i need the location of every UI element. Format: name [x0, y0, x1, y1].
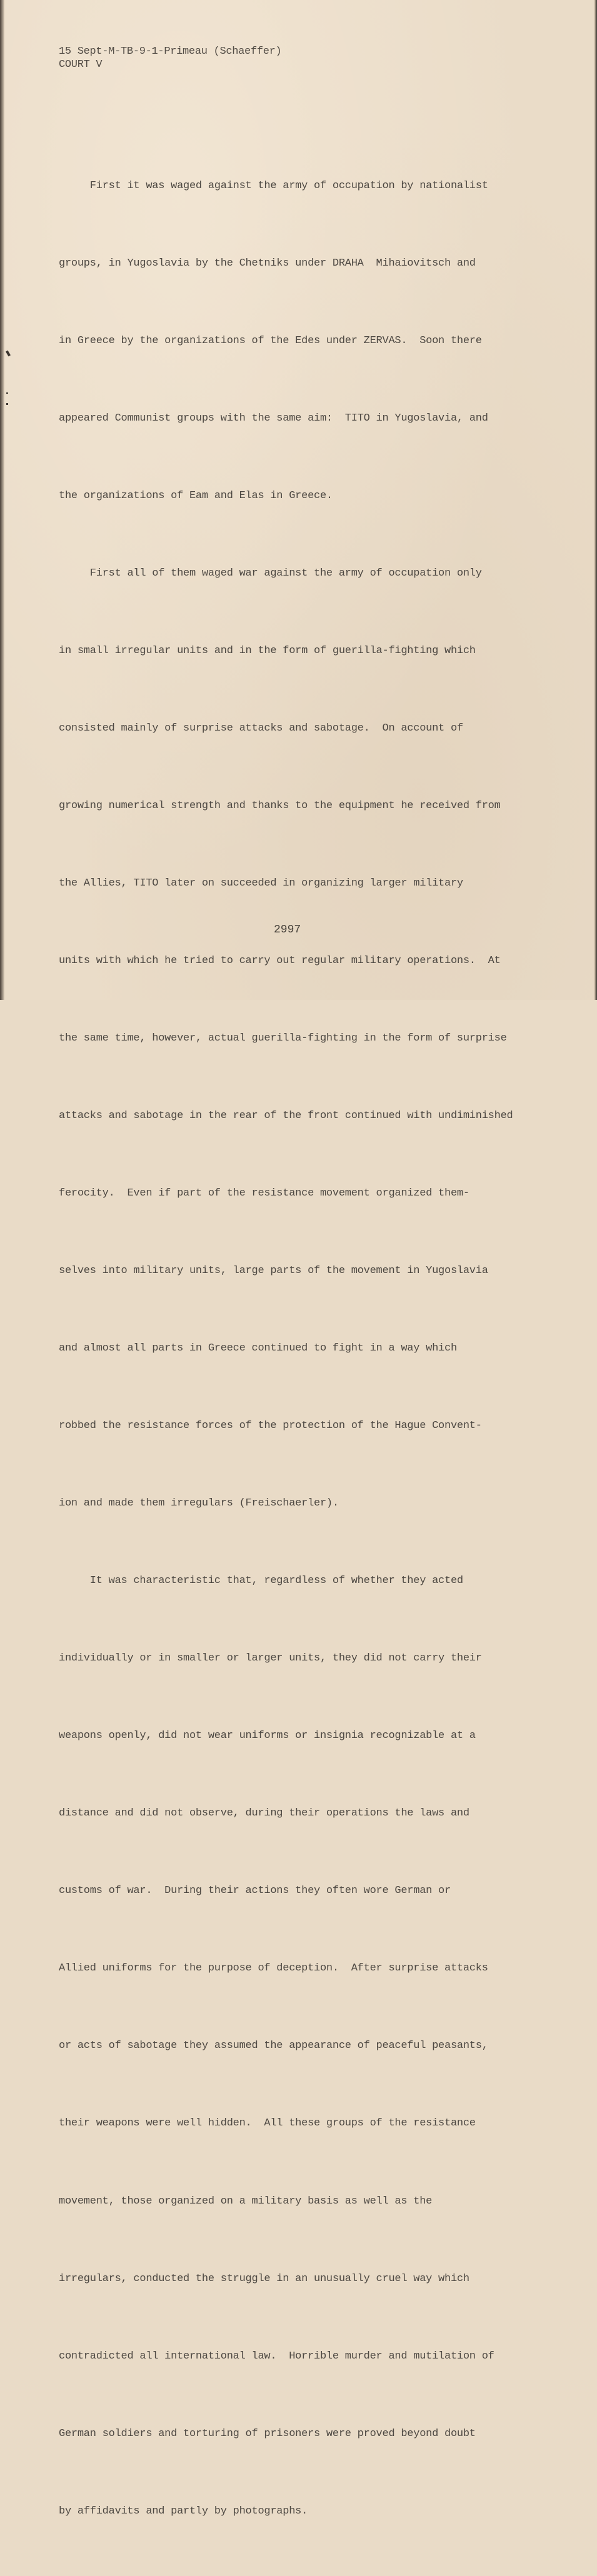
body-line: contradicted all international law. Horrible murder and mutilation of: [59, 2350, 494, 2362]
body-line: the organizations of Eam and Elas in Greece.: [59, 489, 333, 502]
body-line: growing numerical strength and thanks to the equipment he received from: [59, 799, 501, 812]
margin-mark: [6, 403, 8, 405]
body-line: distance and did not observe, during their operations the laws and: [59, 1807, 469, 1820]
body-line: groups, in Yugoslavia by the Chetniks under DRAHA Mihaiovitsch and: [59, 257, 476, 269]
header-court-line: COURT V: [59, 59, 103, 71]
body-line: irregulars, conducted the struggle in an unusually cruel way which: [59, 2272, 469, 2285]
body-line: customs of war. During their actions they often wore German or: [59, 1885, 451, 1897]
body-line: their weapons were well hidden. All these groups of the resistance: [59, 2117, 476, 2130]
body-line: selves into military units, large parts of the movement in Yugoslavia: [59, 1265, 488, 1277]
body-line: consisted mainly of surprise attacks and sabotage. On account of: [59, 722, 463, 734]
body-line: by affidavits and partly by photographs.: [59, 2505, 308, 2517]
body-line: Allied uniforms for the purpose of deception. After surprise attacks: [59, 1962, 488, 1975]
body-line: the Allies, TITO later on succeeded in organizing larger military: [59, 877, 463, 889]
body-line: German soldiers and torturing of prisoners were proved beyond doubt: [59, 2427, 476, 2440]
margin-mark: [6, 392, 8, 394]
body-line: and almost all parts in Greece continued to fight in a way which: [59, 1342, 457, 1355]
body-line: appeared Communist groups with the same aim: TITO in Yugoslavia, and: [59, 412, 488, 424]
margin-mark: [6, 351, 11, 357]
body-line: individually or in smaller or larger units, they did not carry their: [59, 1652, 482, 1665]
body-line: or acts of sabotage they assumed the appearance of peaceful peasants,: [59, 2040, 488, 2052]
page-number: 2997: [274, 924, 301, 936]
body-line: ferocity. Even if part of the resistance movement organized them-: [59, 1187, 469, 1200]
body-line: ion and made them irregulars (Freischaerler).: [59, 1497, 339, 1510]
header-reference-line: 15 Sept-M-TB-9-1-Primeau (Schaeffer): [59, 46, 282, 57]
document-header: [59, 45, 281, 71]
body-line: weapons openly, did not wear uniforms or insignia recognizable at a: [59, 1730, 476, 1742]
page-left-edge: [0, 0, 4, 1000]
body-line: First all of them waged war against the army of occupation only: [59, 567, 482, 579]
body-line: attacks and sabotage in the rear of the front continued with undiminished: [59, 1110, 513, 1122]
body-line: It was characteristic that, regardless of whether they acted: [59, 1575, 463, 1587]
body-line: robbed the resistance forces of the protection of the Hague Convent-: [59, 1420, 482, 1432]
body-line: units with which he tried to carry out regular military operations. At: [59, 955, 501, 967]
body-line: First it was waged against the army of occupation by nationalist: [59, 179, 488, 192]
body-line: movement, those organized on a military basis as well as the: [59, 2195, 433, 2207]
body-line: in Greece by the organizations of the Edes under ZERVAS. Soon there: [59, 334, 482, 347]
document-body: [59, 121, 571, 2576]
body-line: the same time, however, actual guerilla-fighting in the form of surprise: [59, 1032, 507, 1045]
page-right-edge: [594, 0, 597, 1000]
body-line: in small irregular units and in the form of guerilla-fighting which: [59, 644, 476, 657]
